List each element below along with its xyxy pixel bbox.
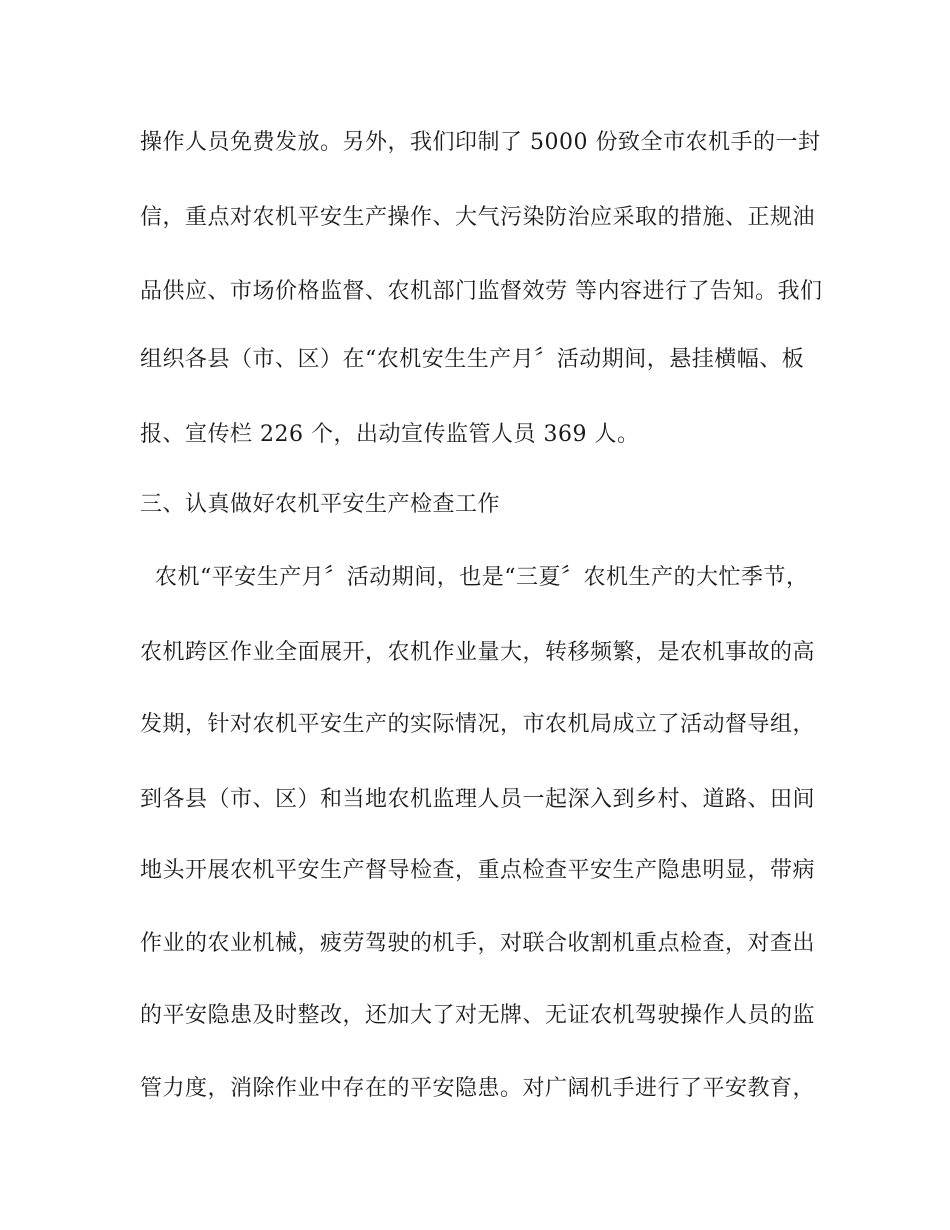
text-line: 操作人员免费发放。另外，我们印制了 5000 份致全市农机手的一封 xyxy=(140,130,821,155)
text-line: 发期，针对农机平安生产的实际情况，市农机局成立了活动督导组， xyxy=(140,712,816,737)
text-line: 农机“平安生产月〞活动期间，也是“三夏〞农机生产的大忙季节， xyxy=(140,565,809,590)
text-line: 作业的农业机械，疲劳驾驶的机手，对联合收割机重点检查，对查出 xyxy=(140,931,816,956)
section-heading: 三、认真做好农机平安生产检查工作 xyxy=(140,492,501,517)
text-line: 地头开展农机平安生产督导检查，重点检查平安生产隐患明显，带病 xyxy=(140,858,816,883)
text-line: 的平安隐患及时整改，还加大了对无牌、无证农机驾驶操作人员的监 xyxy=(140,1003,816,1028)
text-line: 管力度，消除作业中存在的平安隐患。对广阔机手进行了平安教育， xyxy=(140,1076,816,1101)
text-line: 信，重点对农机平安生产操作、大气污染防治应采取的措施、正规油 xyxy=(140,205,816,230)
text-line: 农机跨区作业全面展开，农机作业量大，转移频繁，是农机事故的高 xyxy=(140,640,816,665)
text-line: 品供应、市场价格监督、农机部门监督效劳 等内容进行了告知。我们 xyxy=(140,279,823,304)
text-line: 报、宣传栏 226 个，出动宣传监管人员 369 人。 xyxy=(140,422,640,447)
text-line: 到各县（市、区）和当地农机监理人员一起深入到乡村、道路、田间 xyxy=(140,787,816,812)
text-line: 组织各县（市、区）在“农机安生生产月〞活动期间，悬挂横幅、板 xyxy=(140,347,805,372)
